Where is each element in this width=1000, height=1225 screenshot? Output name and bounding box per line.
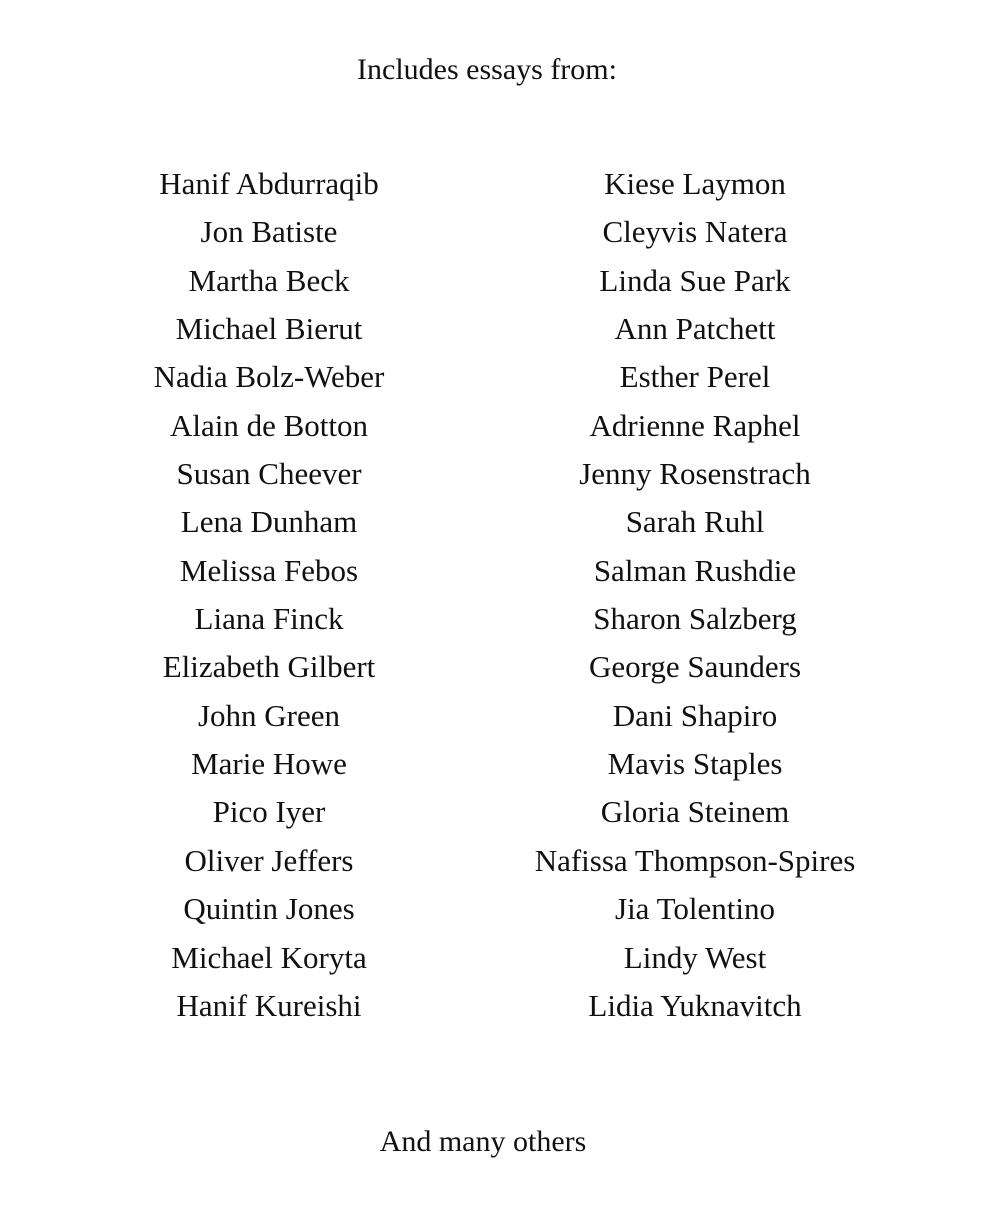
contributor-name: Lidia Yuknavitch	[588, 987, 802, 1023]
contributor-name: Lena Dunham	[180, 504, 358, 540]
contributor-name: Liana Finck	[194, 601, 344, 637]
contributor-name: George Saunders	[588, 649, 802, 685]
contributor-name: Ann Patchett	[614, 311, 776, 347]
contributor-name: Jon Batiste	[200, 214, 338, 250]
contributor-name: Elizabeth Gilbert	[162, 649, 376, 685]
contributors-left-column	[119, 160, 419, 1030]
contributor-name: Oliver Jeffers	[184, 842, 354, 878]
contributor-name: Linda Sue Park	[599, 262, 791, 298]
contributor-name: Nadia Bolz-Weber	[153, 359, 385, 395]
contributor-name: Sarah Ruhl	[625, 504, 765, 540]
contributor-name: Jenny Rosenstrach	[579, 456, 811, 492]
contributors-right-column	[525, 160, 865, 1030]
contributor-name: Kiese Laymon	[604, 166, 786, 201]
contributor-name: Salman Rushdie	[593, 552, 797, 588]
contributor-name: Marie Howe	[191, 746, 347, 782]
contributor-name: Pico Iyer	[212, 794, 326, 830]
contributor-name: Quintin Jones	[183, 891, 355, 927]
footer-note: And many others	[379, 1125, 587, 1158]
contributor-name: Dani Shapiro	[612, 697, 778, 733]
contributor-name: Michael Koryta	[171, 939, 367, 975]
contributor-name: Susan Cheever	[176, 456, 362, 492]
contributor-name: Hanif Kureishi	[176, 987, 362, 1023]
contributor-name: Hanif Abdurraqib	[159, 166, 379, 201]
heading: Includes essays from:	[357, 53, 617, 86]
contributor-name: Lindy West	[623, 939, 767, 975]
contributor-name: Mavis Staples	[607, 746, 783, 782]
contributor-name: Adrienne Raphel	[589, 407, 801, 443]
contributor-name: Sharon Salzberg	[593, 601, 797, 637]
contributor-name: Martha Beck	[188, 262, 350, 298]
contributor-name: Jia Tolentino	[615, 891, 775, 927]
contributor-name: Michael Bierut	[175, 311, 363, 347]
contributor-name: Nafissa Thompson-Spires	[534, 842, 856, 878]
contributor-name: Melissa Febos	[179, 552, 359, 588]
contributor-name: Esther Perel	[619, 359, 771, 395]
contributor-name: John Green	[197, 697, 341, 733]
contributor-name: Alain de Botton	[169, 407, 369, 443]
contributor-name: Gloria Steinem	[600, 794, 790, 830]
contributor-name: Cleyvis Natera	[602, 214, 788, 250]
